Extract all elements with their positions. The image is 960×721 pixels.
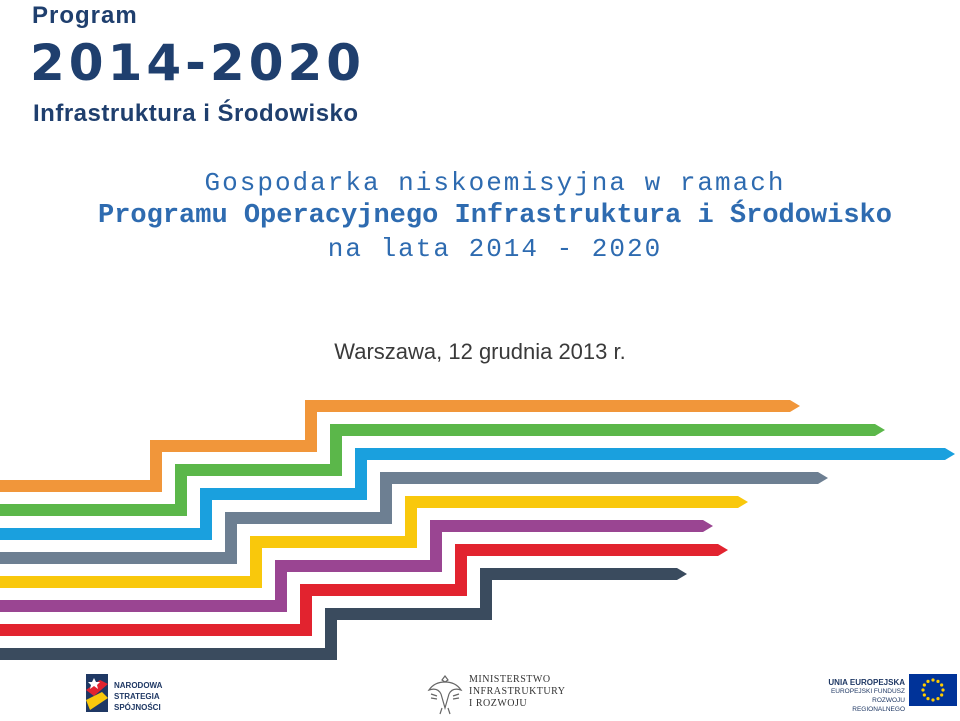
eu-star-icon [931,678,934,681]
ministry-logo [425,670,575,716]
brand-program-label: Program [32,2,138,29]
eu-star-icon [931,698,934,701]
ministry-line-1: MINISTERSTWO [469,674,551,685]
eu-star-icon [923,683,926,686]
eu-logo [805,672,957,716]
eu-line-2: EUROPEJSKI FUNDUSZ [830,688,905,695]
eagle-emblem-icon [425,670,465,716]
eu-star-icon [941,688,944,691]
brand-years: 2014-2020 [30,34,366,92]
brand-name: Infrastruktura i Środowisko [33,100,359,127]
ministry-line-3: I ROZWOJU [469,698,528,709]
eu-star-icon [936,680,939,683]
title-line-1: Gospodarka niskoemisyjna w ramach [204,168,786,198]
ministry-line-2: INFRASTRUKTURY [469,686,566,697]
nss-line-1: NARODOWA [114,681,163,690]
nss-line-2: STRATEGIA SPÓJNOŚCI [114,692,161,712]
nss-logo [82,670,202,716]
eu-line-3: ROZWOJU REGIONALNEGO [852,697,905,713]
eu-star-icon [936,697,939,700]
eu-star-icon [926,680,929,683]
nss-emblem-icon [82,670,112,716]
presentation-date: Warszawa, 12 grudnia 2013 r. [334,339,626,364]
eu-line-1: UNIA EUROPEJSKA [828,678,905,687]
eu-star-icon [940,683,943,686]
eu-flag-icon [909,674,957,706]
eu-star-icon [923,693,926,696]
eu-star-icon [926,697,929,700]
eu-star-icon [940,693,943,696]
title-line-3: na lata 2014 - 2020 [327,234,663,264]
eu-star-icon [921,688,924,691]
title-line-2: Programu Operacyjnego Infrastruktura i Środowisko [98,201,892,231]
